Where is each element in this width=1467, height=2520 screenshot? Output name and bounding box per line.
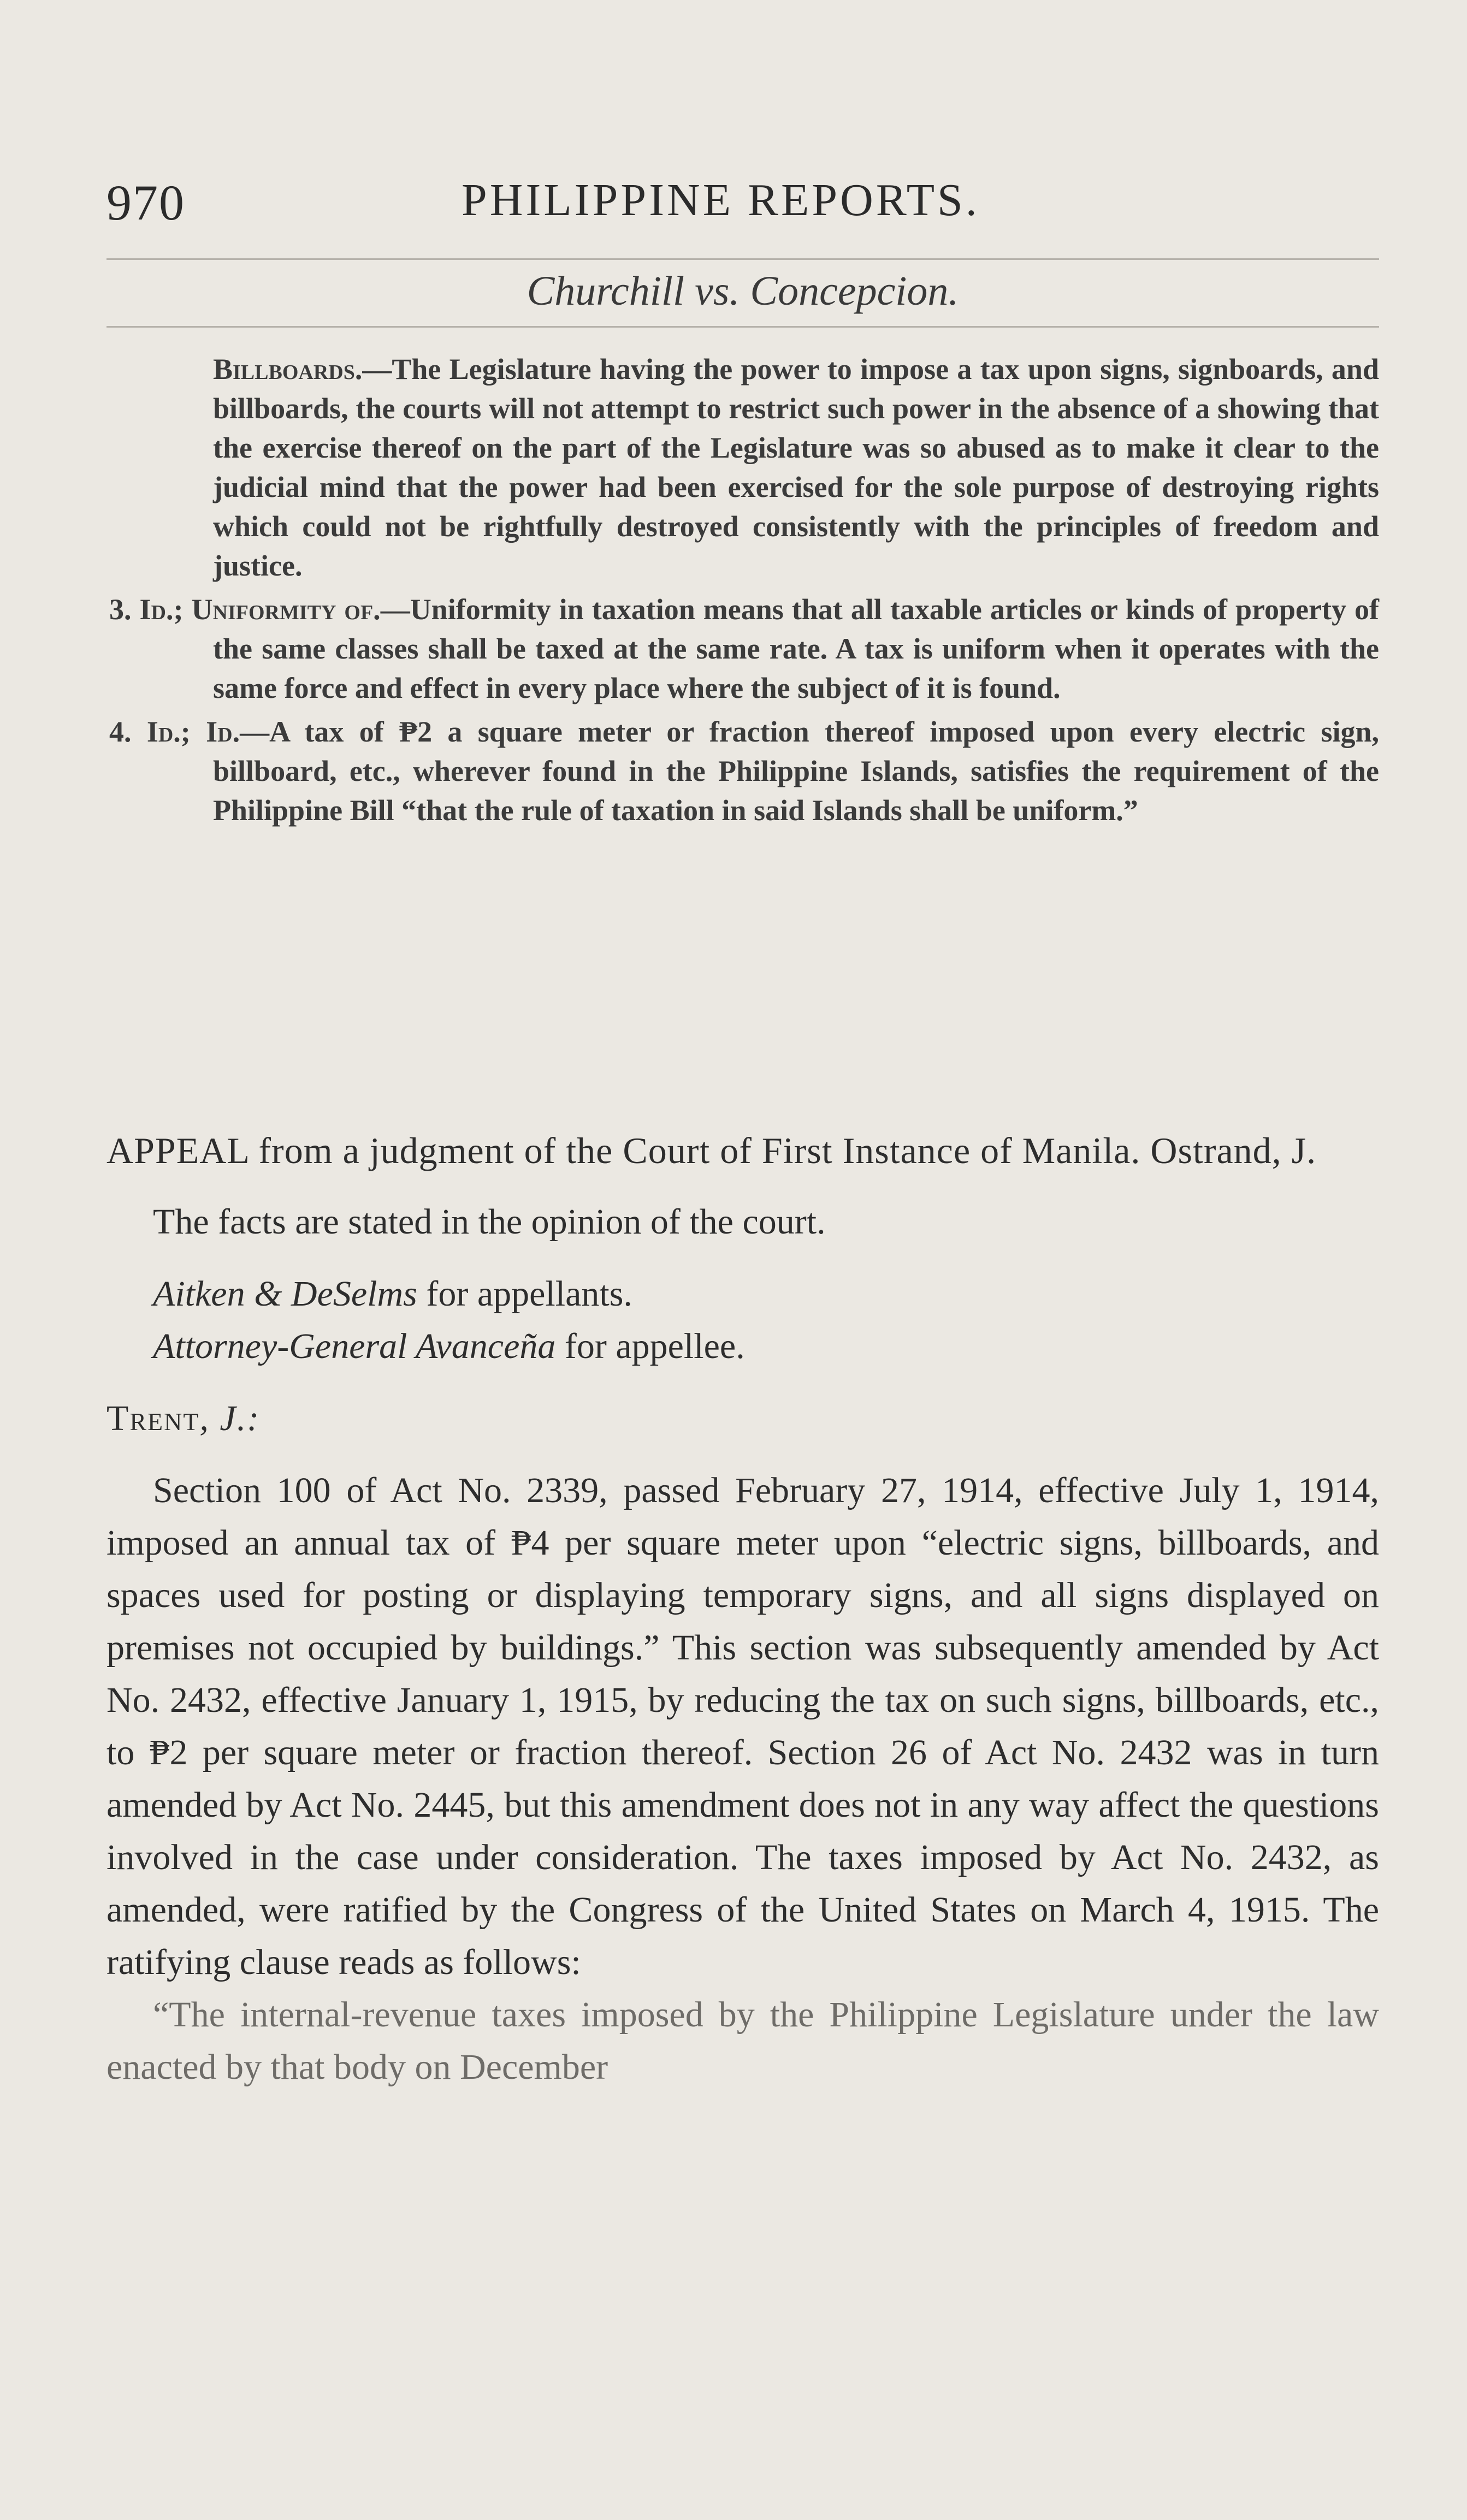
opinion-paragraph-1: Section 100 of Act No. 2339, passed February 27, 1914, effective July 1, 1914, imposed an annual tax of ₱4 per square meter upon “electric signs, billboards, and spaces used for posting or displaying temporary signs, and all signs displayed on premises not occupied by buildings.” This section was subsequently amended by Act No. 2432, effective January 1, 1915, by reducing the tax on such signs, billboards, etc., to ₱2 per square meter or fraction thereof. Section 26 of Act No. 2432 was in turn amended by Act No. 2445, but this amendment does not in any way affect the questions involved in the case under consideration. The taxes imposed by Act No. 2432, as amended, were ratified by the Congress of the United States on March 4, 1915. The ratifying clause reads as follows:: [107, 1471, 1379, 1982]
headnote-4: [107, 712, 1379, 830]
body-text: [107, 1125, 1379, 2094]
running-title: PHILIPPINE REPORTS.: [462, 175, 980, 226]
judge-suffix: , J.:: [199, 1398, 261, 1438]
appellee-role: for appellee.: [555, 1326, 745, 1366]
headnote-text: —Uniformity in taxation means that all taxable articles or kinds of property of the same classes shall be taxed at the same rate. A tax is uniform when it operates with the same force and effect in every place where the subject of it is found.: [213, 593, 1379, 704]
headnote-text: —A tax of ₱2 a square meter or fraction thereof imposed upon every electric sign, billboard, etc., wherever found in the Philippine Islands, satisfies the requirement of the Philippine Bill “that the rule of taxation in said Islands shall be uniform.”: [213, 715, 1379, 827]
judge-name: Trent: [107, 1398, 200, 1438]
headnote-label: Id.; Id.: [146, 715, 240, 748]
page-number: 970: [107, 175, 185, 230]
appellee-counsel-names: Attorney-General Avanceña: [153, 1326, 556, 1366]
facts-line: The facts are stated in the opinion of the court.: [153, 1202, 826, 1242]
page-header: [107, 174, 1379, 234]
header-rule-bottom: [107, 326, 1379, 328]
case-title: Churchill vs. Concepcion.: [527, 268, 959, 314]
headnotes: [107, 349, 1379, 830]
headnote-text: —The Legislature having the power to impose a tax upon signs, signboards, and billboards, the courts will not attempt to restrict such power in the absence of a showing that the exercise thereof on the part of the Legislature was so abused as to make it clear to the judicial mind that the power had been exercised for the sole purpose of destroying rights which could not be rightfully destroyed consistently with the principles of freedom and justice.: [213, 353, 1379, 582]
headnote-3: [107, 590, 1379, 708]
headnote-label: Id.; Uniformity of.: [139, 593, 381, 626]
appeal-line: APPEAL from a judgment of the Court of First Instance of Manila. Ostrand, J.: [107, 1130, 1317, 1171]
headnote-number: 3.: [109, 593, 132, 626]
appellants-role: for appellants.: [417, 1274, 632, 1314]
judge-line: [107, 1392, 1379, 1445]
headnote-label: Billboards.: [213, 353, 363, 386]
counsel-appellants: [107, 1268, 1379, 1320]
opinion-paragraph-2: “The internal-revenue taxes imposed by the Philippine Legislature under the law enacted by that body on December: [107, 1995, 1379, 2087]
headnote-billboards: [107, 349, 1379, 585]
header-rule-top: [107, 258, 1379, 260]
counsel-appellee: [107, 1320, 1379, 1373]
appellants-counsel-names: Aitken & DeSelms: [153, 1274, 417, 1314]
headnote-number: 4.: [109, 715, 132, 748]
